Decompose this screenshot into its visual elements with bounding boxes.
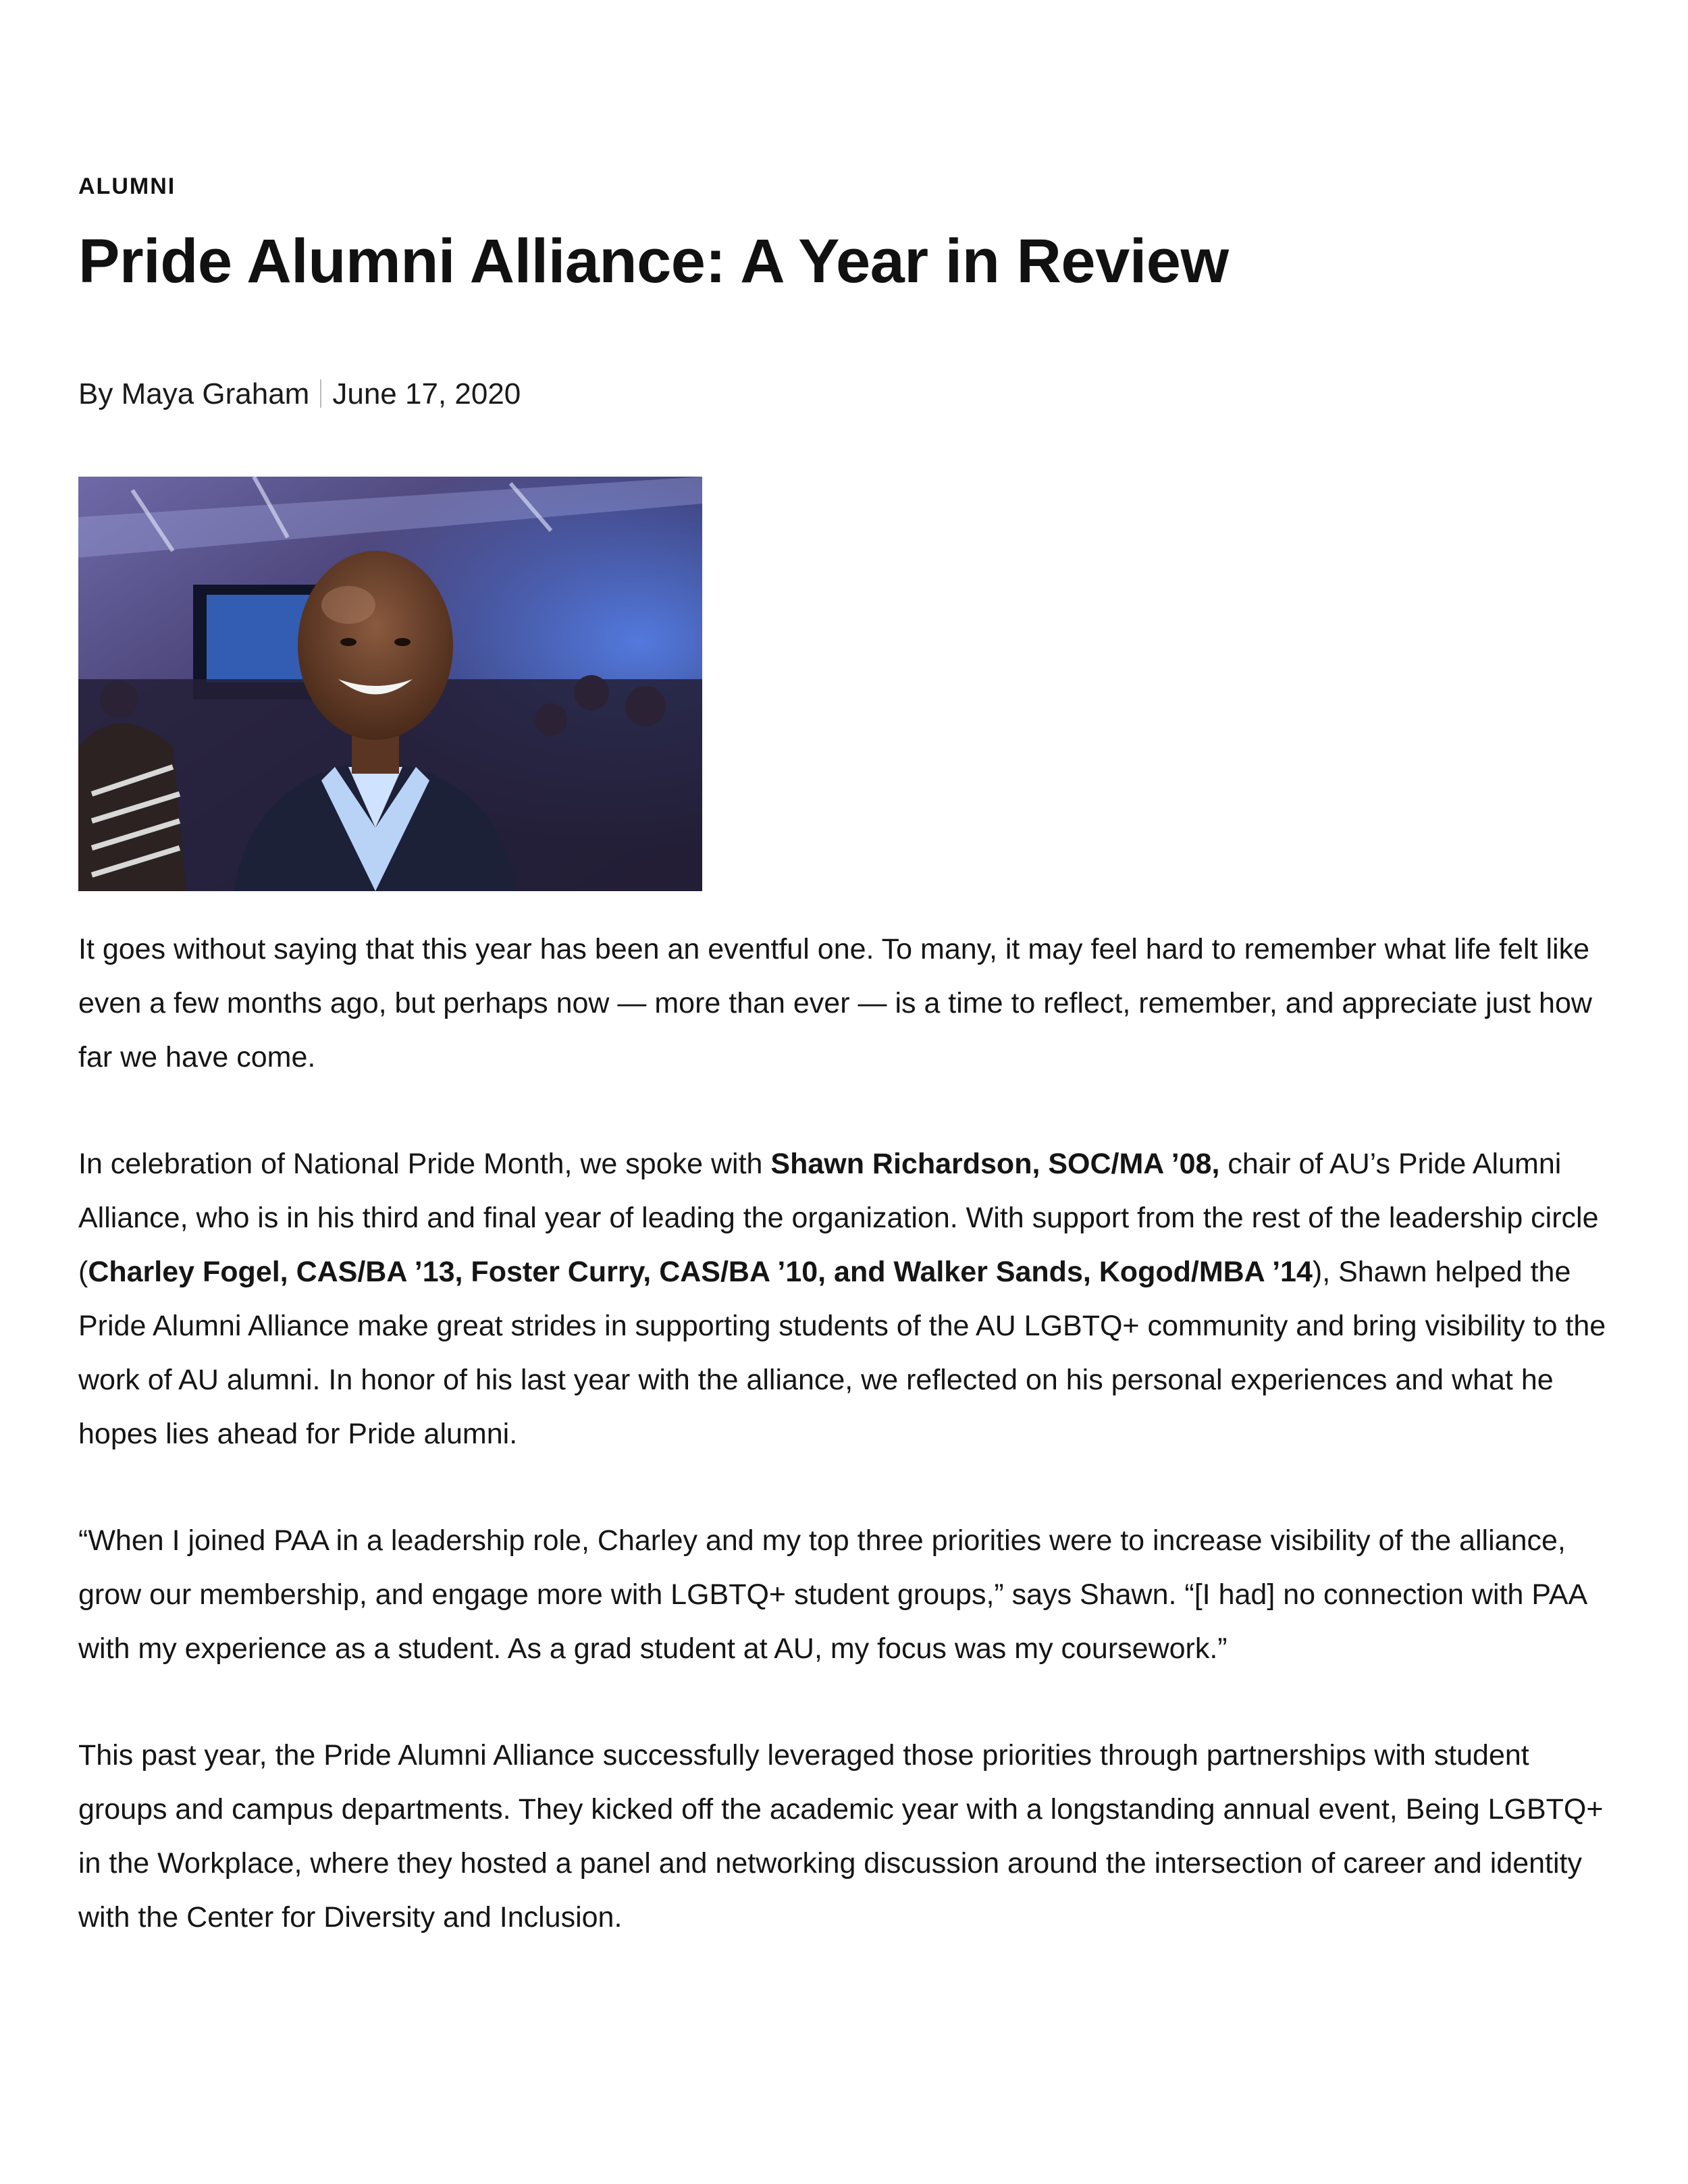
p2-text-3: ), Shawn helped the Pride Alumni Alliance make great strides in supporting students of the AU LGBTQ+ community and bring visibility to the work of AU alumni. In honor of his last year with the alliance, we reflected on his personal experiences and what he hopes lies ahead for Pride alumni. (78, 1256, 1606, 1450)
page-title: Pride Alumni Alliance: A Year in Review (78, 227, 1229, 296)
p2-bold-name: Shawn Richardson, SOC/MA ’08, (770, 1148, 1220, 1180)
paragraph-past-year: This past year, the Pride Alumni Alliance successfully leveraged those priorities through partnerships with student groups and campus departments. They kicked off the academic year with a longstanding annual event, Being LGBTQ+ in the Workplace, where they hosted a panel and networking discussion around the intersection of career and identity with the Center for Diversity and Inclusion. (78, 1739, 1604, 1934)
article-photo (78, 477, 702, 891)
publish-date: June 17, 2020 (332, 377, 521, 410)
article-body (78, 922, 1611, 1997)
p2-text-1: In celebration of National Pride Month, we spoke with (78, 1148, 771, 1180)
byline (78, 375, 521, 413)
paragraph-quote: “When I joined PAA in a leadership role, Charley and my top three priorities were to increase visibility of the alliance, grow our membership, and engage more with LGBTQ+ student groups,” says Shawn. “[I had] no connection with PAA with my experience as a student. As a grad student at AU, my focus was my coursework.” (78, 1524, 1586, 1665)
paragraph-celebration (78, 1137, 1611, 1461)
author-name: By Maya Graham (78, 377, 310, 410)
portrait-photo-icon (78, 477, 702, 891)
p2-bold-leadership: Charley Fogel, CAS/BA ’13, Foster Curry, CAS/BA ’10, and Walker Sands, Kogod/MBA ’14 (88, 1256, 1313, 1288)
p2-text-2: chair of AU’s Pride Alumni Alliance, who is in his third and final year of leading the organization. With support from the rest of the leadership circle ( (78, 1148, 1599, 1288)
byline-divider (320, 379, 321, 408)
category-label[interactable]: ALUMNI (78, 174, 176, 199)
paragraph-intro: It goes without saying that this year has been an eventful one. To many, it may feel hard to remember what life felt like even a few months ago, but perhaps now — more than ever — is a time to reflect, remember, and appreciate just how far we have come. (78, 933, 1592, 1073)
